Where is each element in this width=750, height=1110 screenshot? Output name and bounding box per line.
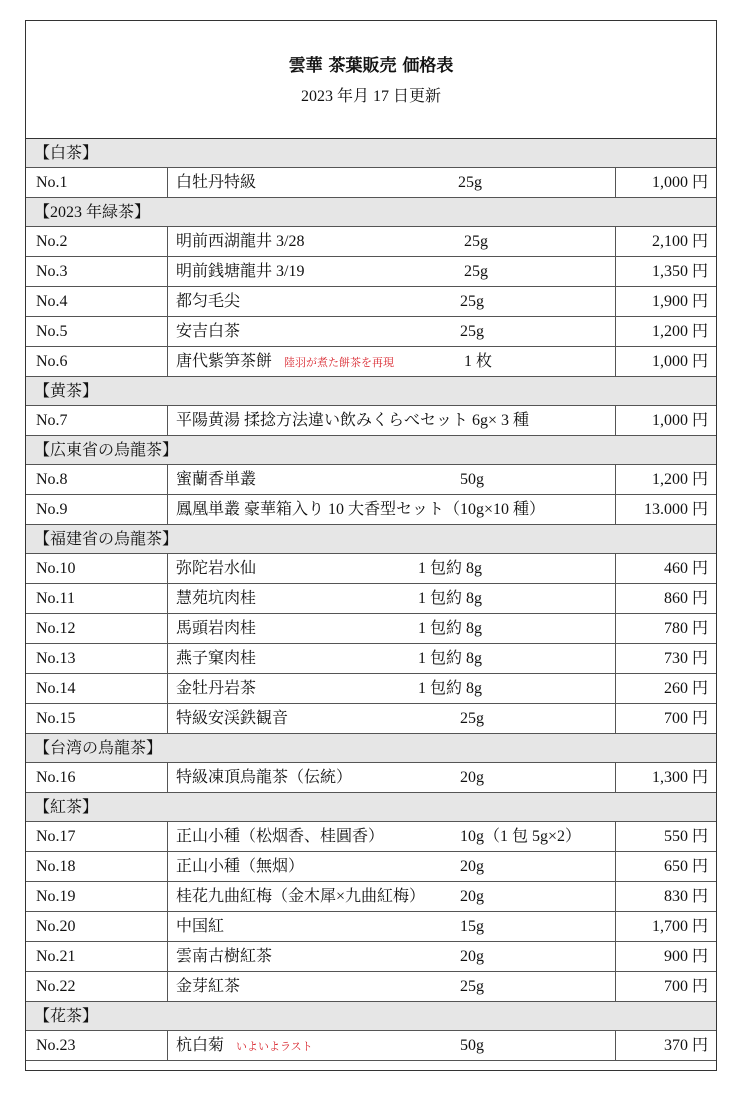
header [26,21,716,139]
item-name: 中国紅 [176,918,225,935]
price-list-sheet [25,20,717,1071]
item-description-cell [168,347,616,376]
item-description-cell [168,317,616,346]
item-name: 金芽紅茶 [176,978,241,995]
item-amount: 25g [460,710,484,727]
item-description-cell [168,495,616,524]
item-name: 明前銭塘龍井 3/19 [176,263,305,280]
item-price: 1,350 円 [651,263,708,280]
item-description-cell [168,1031,616,1060]
table-row [26,317,716,347]
item-name: 金牡丹岩茶 [176,680,257,697]
item-amount: 25g [464,263,488,280]
item-amount: 20g [460,769,484,786]
item-name: 明前西湖龍井 3/28 [176,233,305,250]
item-price: 730 円 [663,650,708,667]
table-row [26,168,716,198]
category-header: 【2023 年緑茶】 [26,198,716,227]
item-description-cell [168,465,616,494]
table-row [26,465,716,495]
item-price: 700 円 [663,710,708,727]
item-name: 安吉白茶 [176,323,241,340]
item-number: No.12 [26,614,168,643]
item-description-cell [168,257,616,286]
item-name: 慧苑坑肉桂 [176,590,257,607]
item-description-cell [168,704,616,733]
category-header: 【花茶】 [26,1002,716,1031]
item-description-cell [168,168,616,197]
item-price: 1,200 円 [651,471,708,488]
item-description-cell [168,972,616,1001]
item-number: No.15 [26,704,168,733]
item-number: No.7 [26,406,168,435]
item-name: 平陽黄湯 揉捻方法違い飲みくらべセット 6g× 3 種 [176,412,530,429]
table-row [26,852,716,882]
item-name: 特級安渓鉄観音 [176,710,289,727]
item-amount: 20g [460,858,484,875]
item-price: 1,300 円 [651,769,708,786]
item-price: 900 円 [663,948,708,965]
item-number: No.21 [26,942,168,971]
category-header: 【福建省の烏龍茶】 [26,525,716,554]
item-description-cell [168,406,616,435]
table-row [26,912,716,942]
table-row [26,347,716,377]
item-price: 260 円 [663,680,708,697]
table-row [26,614,716,644]
item-name: 桂花九曲紅梅（金木犀×九曲紅梅） [176,888,426,905]
item-price: 860 円 [663,590,708,607]
item-amount: 1 包約 8g [418,590,483,607]
item-price: 1,900 円 [651,293,708,310]
category-header: 【紅茶】 [26,793,716,822]
item-description-cell [168,287,616,316]
item-amount: 1 包約 8g [418,650,483,667]
item-number: No.17 [26,822,168,851]
item-amount: 1 包約 8g [418,560,483,577]
item-price: 830 円 [663,888,708,905]
item-amount: 50g [460,471,484,488]
table-row [26,227,716,257]
item-description-cell [168,912,616,941]
item-note: いよいよラスト [236,1041,313,1053]
item-description-cell [168,852,616,881]
item-number: No.10 [26,554,168,583]
item-name: 特級凍頂烏龍茶（伝統） [176,769,353,786]
item-description-cell [168,227,616,256]
table-row [26,495,716,525]
item-name: 都匀毛尖 [176,293,241,310]
table-row [26,972,716,1002]
item-price: 460 円 [663,560,708,577]
item-name: 正山小種（松烟香、桂圓香） [176,828,385,845]
item-name: 杭白菊 [176,1037,225,1054]
item-price: 1,000 円 [651,412,708,429]
item-name: 弥陀岩水仙 [176,560,257,577]
item-name: 燕子窠肉桂 [176,650,257,667]
item-number: No.8 [26,465,168,494]
item-name: 鳳凰単叢 豪華箱入り 10 大香型セット（10g×10 種） [176,501,546,518]
item-number: No.19 [26,882,168,911]
item-number: No.14 [26,674,168,703]
category-header: 【広東省の烏龍茶】 [26,436,716,465]
item-number: No.23 [26,1031,168,1060]
item-name: 唐代紫笋茶餅 [176,353,273,370]
item-price: 2,100 円 [651,233,708,250]
category-header: 【白茶】 [26,139,716,168]
item-amount: 1 包約 8g [418,620,483,637]
table-row [26,1031,716,1061]
item-description-cell [168,882,616,911]
item-price: 780 円 [663,620,708,637]
item-description-cell [168,942,616,971]
item-name: 雲南古樹紅茶 [176,948,273,965]
item-number: No.2 [26,227,168,256]
item-amount: 15g [460,918,484,935]
item-price: 550 円 [663,828,708,845]
item-price: 650 円 [663,858,708,875]
item-description-cell [168,614,616,643]
item-name: 正山小種（無烟） [176,858,305,875]
item-number: No.18 [26,852,168,881]
table-row [26,406,716,436]
item-number: No.3 [26,257,168,286]
item-price: 1,000 円 [651,353,708,370]
category-header: 【台湾の烏龍茶】 [26,734,716,763]
item-note: 陸羽が煮た餅茶を再現 [284,357,395,369]
item-price: 1,700 円 [651,918,708,935]
table-row [26,554,716,584]
item-description-cell [168,644,616,673]
item-price: 13.000 円 [643,501,708,518]
item-description-cell [168,554,616,583]
item-amount: 25g [460,978,484,995]
item-number: No.1 [26,168,168,197]
item-amount: 1 枚 [464,353,493,370]
item-number: No.22 [26,972,168,1001]
item-amount: 25g [460,323,484,340]
item-description-cell [168,584,616,613]
item-name: 蜜蘭香単叢 [176,471,257,488]
item-price: 700 円 [663,978,708,995]
item-amount: 50g [460,1037,484,1054]
table-row [26,822,716,852]
item-number: No.16 [26,763,168,792]
item-amount: 20g [460,888,484,905]
table-row [26,763,716,793]
table-row [26,882,716,912]
page-title: 雲華 茶葉販売 価格表 [288,56,454,76]
item-description-cell [168,763,616,792]
item-number: No.9 [26,495,168,524]
table-row [26,942,716,972]
item-amount: 1 包約 8g [418,680,483,697]
item-description-cell [168,822,616,851]
table-row [26,644,716,674]
item-number: No.4 [26,287,168,316]
category-header: 【黄茶】 [26,377,716,406]
item-name: 馬頭岩肉桂 [176,620,257,637]
item-amount: 25g [460,293,484,310]
item-price: 370 円 [663,1037,708,1054]
price-table [26,139,716,1061]
item-amount: 20g [460,948,484,965]
item-number: No.6 [26,347,168,376]
item-amount: 10g（1 包 5g×2） [460,828,582,845]
item-name: 白牡丹特級 [176,174,257,191]
item-number: No.13 [26,644,168,673]
item-number: No.5 [26,317,168,346]
item-number: No.20 [26,912,168,941]
item-amount: 25g [458,174,482,191]
item-price: 1,000 円 [651,174,708,191]
item-amount: 25g [464,233,488,250]
table-row [26,584,716,614]
table-row [26,257,716,287]
item-price: 1,200 円 [651,323,708,340]
item-description-cell [168,674,616,703]
update-date: 2023 年月 17 日更新 [300,88,441,105]
item-number: No.11 [26,584,168,613]
table-row [26,704,716,734]
table-row [26,287,716,317]
table-row [26,674,716,704]
